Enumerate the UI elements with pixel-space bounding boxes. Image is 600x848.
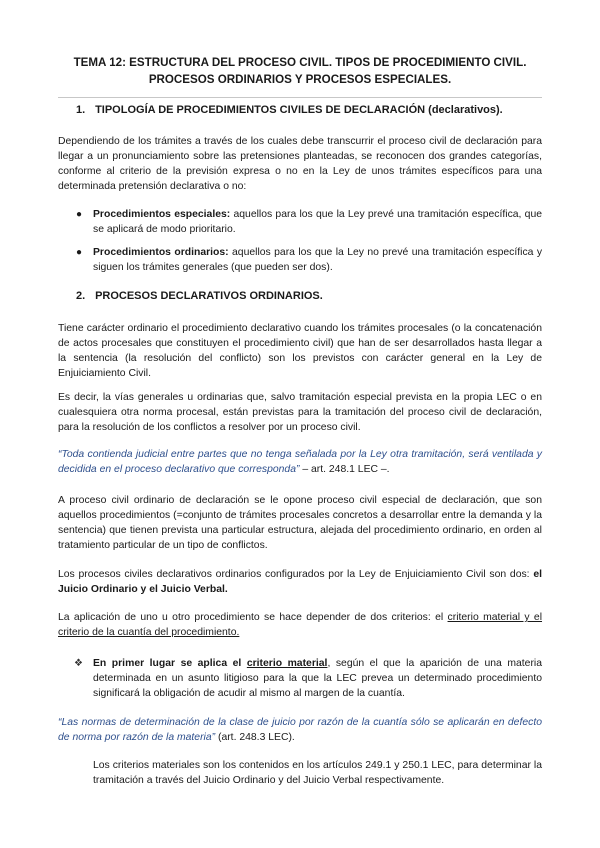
title-line-1: TEMA 12: ESTRUCTURA DEL PROCESO CIVIL. TIPOS DE PROCEDIMIENTO CIVIL.: [73, 56, 527, 69]
quote-text: “Las normas de determinación de la clase de juicio por razón de la cuantía sólo se aplicarán en defecto de norma por razón de la materia”: [58, 717, 542, 743]
section-2-paragraph-4: [58, 567, 542, 597]
section-2-title: PROCESOS DECLARATIVOS ORDINARIOS.: [95, 290, 323, 302]
list-item-procedimientos-especiales: [93, 207, 542, 237]
title-divider: [58, 97, 542, 98]
paragraph-text: Los procesos civiles declarativos ordinarios configurados por la Ley de Enjuiciamiento Civil son dos:: [58, 569, 534, 580]
section-1-heading: [76, 103, 503, 118]
legal-quote-art-248-3: [58, 715, 542, 745]
quote-reference: (art. 248.3 LEC).: [215, 732, 295, 743]
section-1-intro: Dependiendo de los trámites a través de los cuales debe transcurrir el proceso civil de declaración para llegar a un pronunciamiento sobre las pretensiones planteadas, se reconocen dos grandes categorías, conforme al criterio de la previsión expresa o no en la Ley de unos trámites específicos para una determinada pretensión declarativa o no:: [58, 136, 542, 192]
section-1-title: TIPOLOGÍA DE PROCEDIMIENTOS CIVILES DE DECLARACIÓN: [95, 104, 426, 116]
section-2-paragraph-2: Es decir, la vías generales u ordinarias que, salvo tramitación especial prevista en la propia LEC o en cualesquiera otra norma procesal, están previstas para la tramitación del proceso civil de declaración, para la resolución de los conflictos a resolver por un proceso civil.: [58, 392, 542, 433]
list-item-bold-underlined: criterio material: [246, 658, 328, 669]
paragraph-text: La aplicación de uno u otro procedimiento se hace depender de dos criterios: el: [58, 612, 448, 623]
section-2-heading: [76, 289, 323, 304]
section-1-title-suffix: (declarativos).: [428, 104, 503, 116]
section-2-paragraph-1: Tiene carácter ordinario el procedimiento declarativo cuando los trámites procesales (o la concatenación de actos procesales que constituyen el procedimiento civil) que han de ser desarrollados hasta llegar a la sentencia (la resolución del conflicto) son los previstos con carácter general en la Ley de Enjuiciamiento Civil.: [58, 323, 542, 379]
section-1-number: 1.: [76, 104, 86, 116]
bullet-icon: ●: [76, 209, 83, 220]
section-2-paragraph-5: [58, 610, 542, 640]
section-2-paragraph-6: Los criterios materiales son los contenidos en los artículos 249.1 y 250.1 LEC, para determinar la tramitación a través del Juicio Ordinario y del Juicio Verbal respectivamente.: [93, 760, 542, 786]
page-title: [40, 54, 560, 88]
quote-text: “Toda contienda judicial entre partes que no tenga señalada por la Ley otra tramitación, será ventilada y decidida en el proceso declarativo que corresponda”: [58, 449, 542, 475]
quote-reference: – art. 248.1 LEC –.: [299, 464, 390, 475]
list-item-text: aquellos para los que la Ley no prevé una tramitación específica y siguen los trámites generales (que pueden ser dos).: [93, 247, 543, 273]
legal-quote-art-248-1: [58, 447, 542, 477]
list-item-criterio-material: [93, 656, 542, 701]
paragraph-underlined: criterio material y el criterio de la cuantía del procedimiento.: [58, 612, 543, 638]
list-item-text: aquellos para los que la Ley prevé una tramitación específica, que se aplicará de modo prioritario.: [93, 209, 543, 235]
title-line-2: PROCESOS ORDINARIOS Y PROCESOS ESPECIALES.: [148, 73, 452, 86]
list-item-term: Procedimientos ordinarios:: [93, 247, 229, 258]
list-item-procedimientos-ordinarios: [93, 245, 542, 275]
section-2-paragraph-3: A proceso civil ordinario de declaración se le opone proceso civil especial de declaración, que son aquellos procedimientos (=conjunto de trámites procesales concretos a desarrollar entre la demanda y la sentencia) que tienen prevista una particular estructura, alejada del procedimiento ordinario, en orden al tratamiento particular de un tipo de conflictos.: [58, 495, 542, 551]
bullet-icon: ●: [76, 247, 83, 258]
diamond-bullet-icon: ❖: [74, 658, 83, 669]
list-item-term: Procedimientos especiales:: [93, 209, 231, 220]
paragraph-bold: el Juicio Ordinario y el Juicio Verbal.: [58, 569, 542, 595]
list-item-bold: En primer lugar se aplica el: [93, 658, 247, 669]
list-item-text: , según el que la aparición de una materia determinada en un asunto litigioso para la que la LEC prevea un determinado procedimiento significará la obligación de acudir al mismo al margen de la cuantía.: [93, 658, 543, 699]
section-2-number: 2.: [76, 290, 86, 302]
